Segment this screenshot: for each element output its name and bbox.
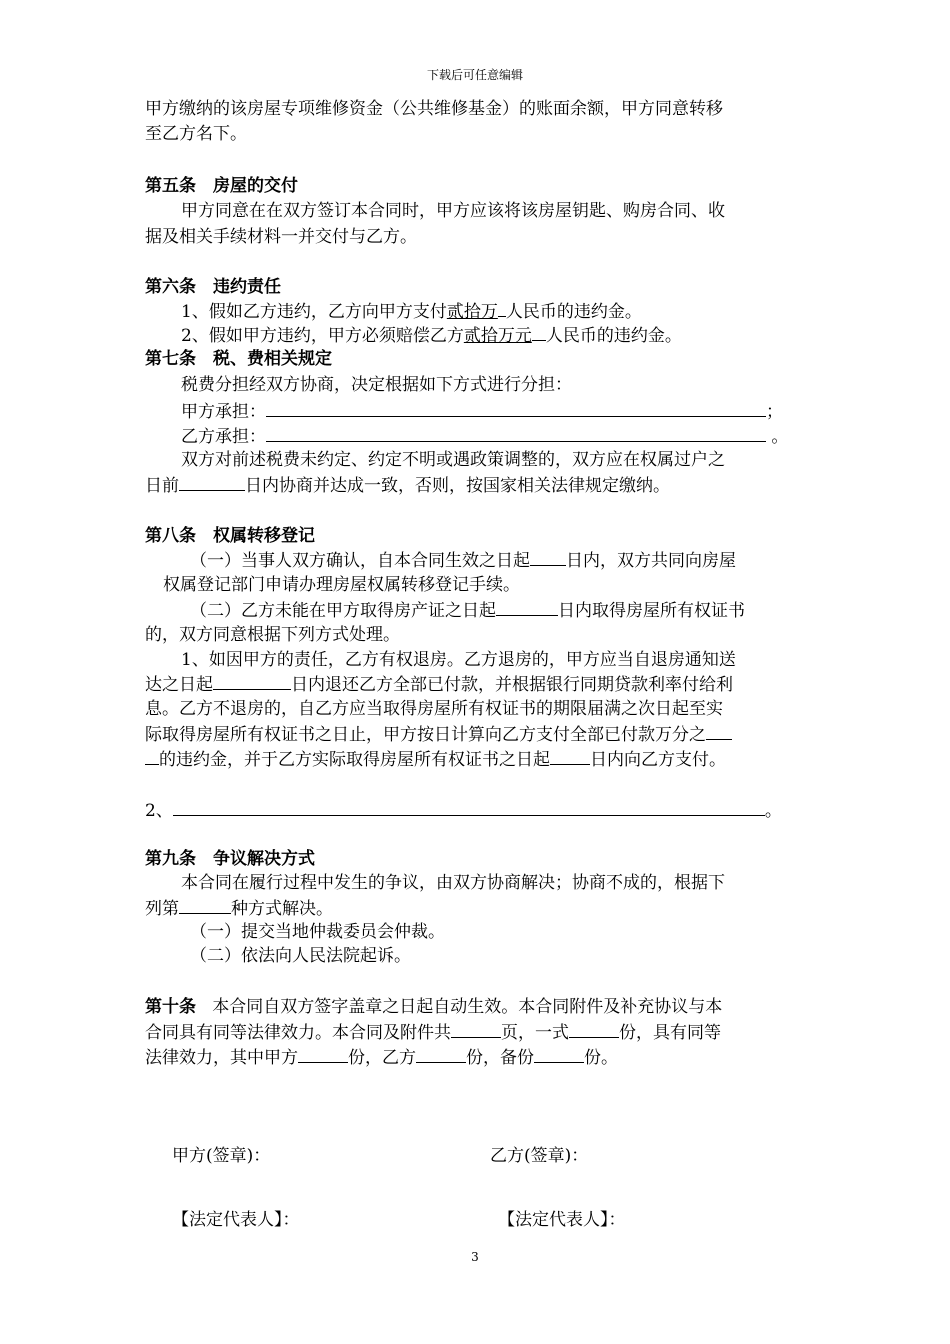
party-a-tax-line: 甲方承担： ； [181,402,783,422]
penalty-amount-2: 贰拾万元 [463,326,532,346]
backup-copies-blank[interactable] [534,1046,584,1063]
article-6-title: 第六条 违约责任 [145,277,281,297]
party-b-copies-blank[interactable] [416,1046,466,1063]
party-a-tax-blank[interactable] [266,400,766,417]
penalty-rate-blank-cont[interactable] [145,748,159,765]
article-8-item-2: 2、 。 [145,801,782,821]
article-8-title: 第八条 权属转移登记 [145,526,315,546]
item-2-blank[interactable] [173,799,765,816]
article-10-line-1: 第十条 本合同自双方签字盖章之日起自动生效。本合同附件及补充协议与本 [145,997,723,1017]
article-8-p1-cont: 权属登记部门申请办理房屋权属转移登记手续。 [163,575,520,595]
refund-days-blank[interactable] [213,673,291,690]
party-b-signature: 乙方(签章)： [490,1146,589,1166]
party-b-tax-blank[interactable] [266,425,766,442]
article-6-line-2: 2、假如甲方违约，甲方必须赔偿乙方贰拾万元 人民币的违约金。 [181,326,682,346]
article-10-line-3: 法律效力，其中甲方 份，乙方 份，备份 份。 [145,1048,618,1068]
article-10-title: 第十条 [145,997,196,1017]
article-5-line-2: 据及相关手续材料一并交付与乙方。 [145,227,417,247]
copies-blank[interactable] [569,1021,619,1038]
article-7-line-4: 双方对前述税费未约定、约定不明或遇政策调整的，双方应在权属过户之 [181,450,725,470]
article-8-p3-line-4: 际取得房屋所有权证书之日止，甲方按日计算向乙方支付全部已付款万分之 [145,723,732,746]
party-b-tax-line: 乙方承担： 。 [181,427,789,447]
payment-days-blank[interactable] [550,748,590,765]
article-8-p2-cont: 的，双方同意根据下列方式处理。 [145,625,400,645]
article-7-line-1: 税费分担经双方协商，决定根据如下方式进行分担： [181,375,572,395]
article-9-title: 第九条 争议解决方式 [145,849,315,869]
penalty-rate-blank[interactable] [706,723,732,740]
registration-days-blank[interactable] [530,549,566,566]
pages-blank[interactable] [451,1021,501,1038]
penalty-amount-1: 贰拾万 [446,302,498,322]
article-8-p3-line-3: 息。乙方不退房的，自乙方应当取得房屋所有权证书的期限届满之次日起至实 [145,699,723,719]
party-a-representative: 【法定代表人】： [172,1210,300,1230]
article-7-line-5: 日前 日内协商并达成一致，否则，按国家相关法律规定缴纳。 [145,476,670,496]
article-5-line-1: 甲方同意在在双方签订本合同时，甲方应该将该房屋钥匙、购房合同、收 [181,201,725,221]
tax-days-blank[interactable] [179,474,245,491]
page-number: 3 [471,1250,479,1264]
intro-line-2: 至乙方名下。 [145,124,247,144]
article-10-line-2: 合同具有同等法律效力。本合同及附件共 页，一式 份，具有同等 [145,1023,721,1043]
article-6-line-1: 1、假如乙方违约，乙方向甲方支付贰拾万 人民币的违约金。 [181,302,642,322]
article-9-line-1: 本合同在履行过程中发生的争议，由双方协商解决；协商不成的，根据下 [181,873,725,893]
dispute-option-1: （一）提交当地仲裁委员会仲裁。 [190,922,445,942]
dispute-option-2: （二）依法向人民法院起诉。 [190,946,411,966]
article-8-p3-line-1: 1、如因甲方的责任，乙方有权退房。乙方退房的，甲方应当自退房通知送 [181,650,736,670]
article-8-p1: （一）当事人双方确认，自本合同生效之日起 日内，双方共同向房屋 [190,551,736,571]
article-8-p3-line-5: 的违约金，并于乙方实际取得房屋所有权证书之日起 日内向乙方支付。 [145,748,726,771]
certificate-days-blank[interactable] [496,599,558,616]
article-7-title: 第七条 税、费相关规定 [145,349,332,369]
party-a-signature: 甲方(签章)： [172,1146,271,1166]
intro-line-1: 甲方缴纳的该房屋专项维修资金（公共维修基金）的账面余额，甲方同意转移 [145,99,723,119]
dispute-method-blank[interactable] [179,897,231,914]
party-a-copies-blank[interactable] [298,1046,348,1063]
article-9-line-2: 列第 种方式解决。 [145,899,333,919]
article-5-title: 第五条 房屋的交付 [145,176,298,196]
party-b-representative: 【法定代表人】： [498,1210,626,1230]
article-8-p2: （二）乙方未能在甲方取得房产证之日起 日内取得房屋所有权证书 [190,601,745,621]
article-8-p3-line-2: 达之日起 日内退还乙方全部已付款，并根据银行同期贷款利率付给利 [145,675,733,695]
page-header: 下载后可任意编辑 [426,68,523,82]
